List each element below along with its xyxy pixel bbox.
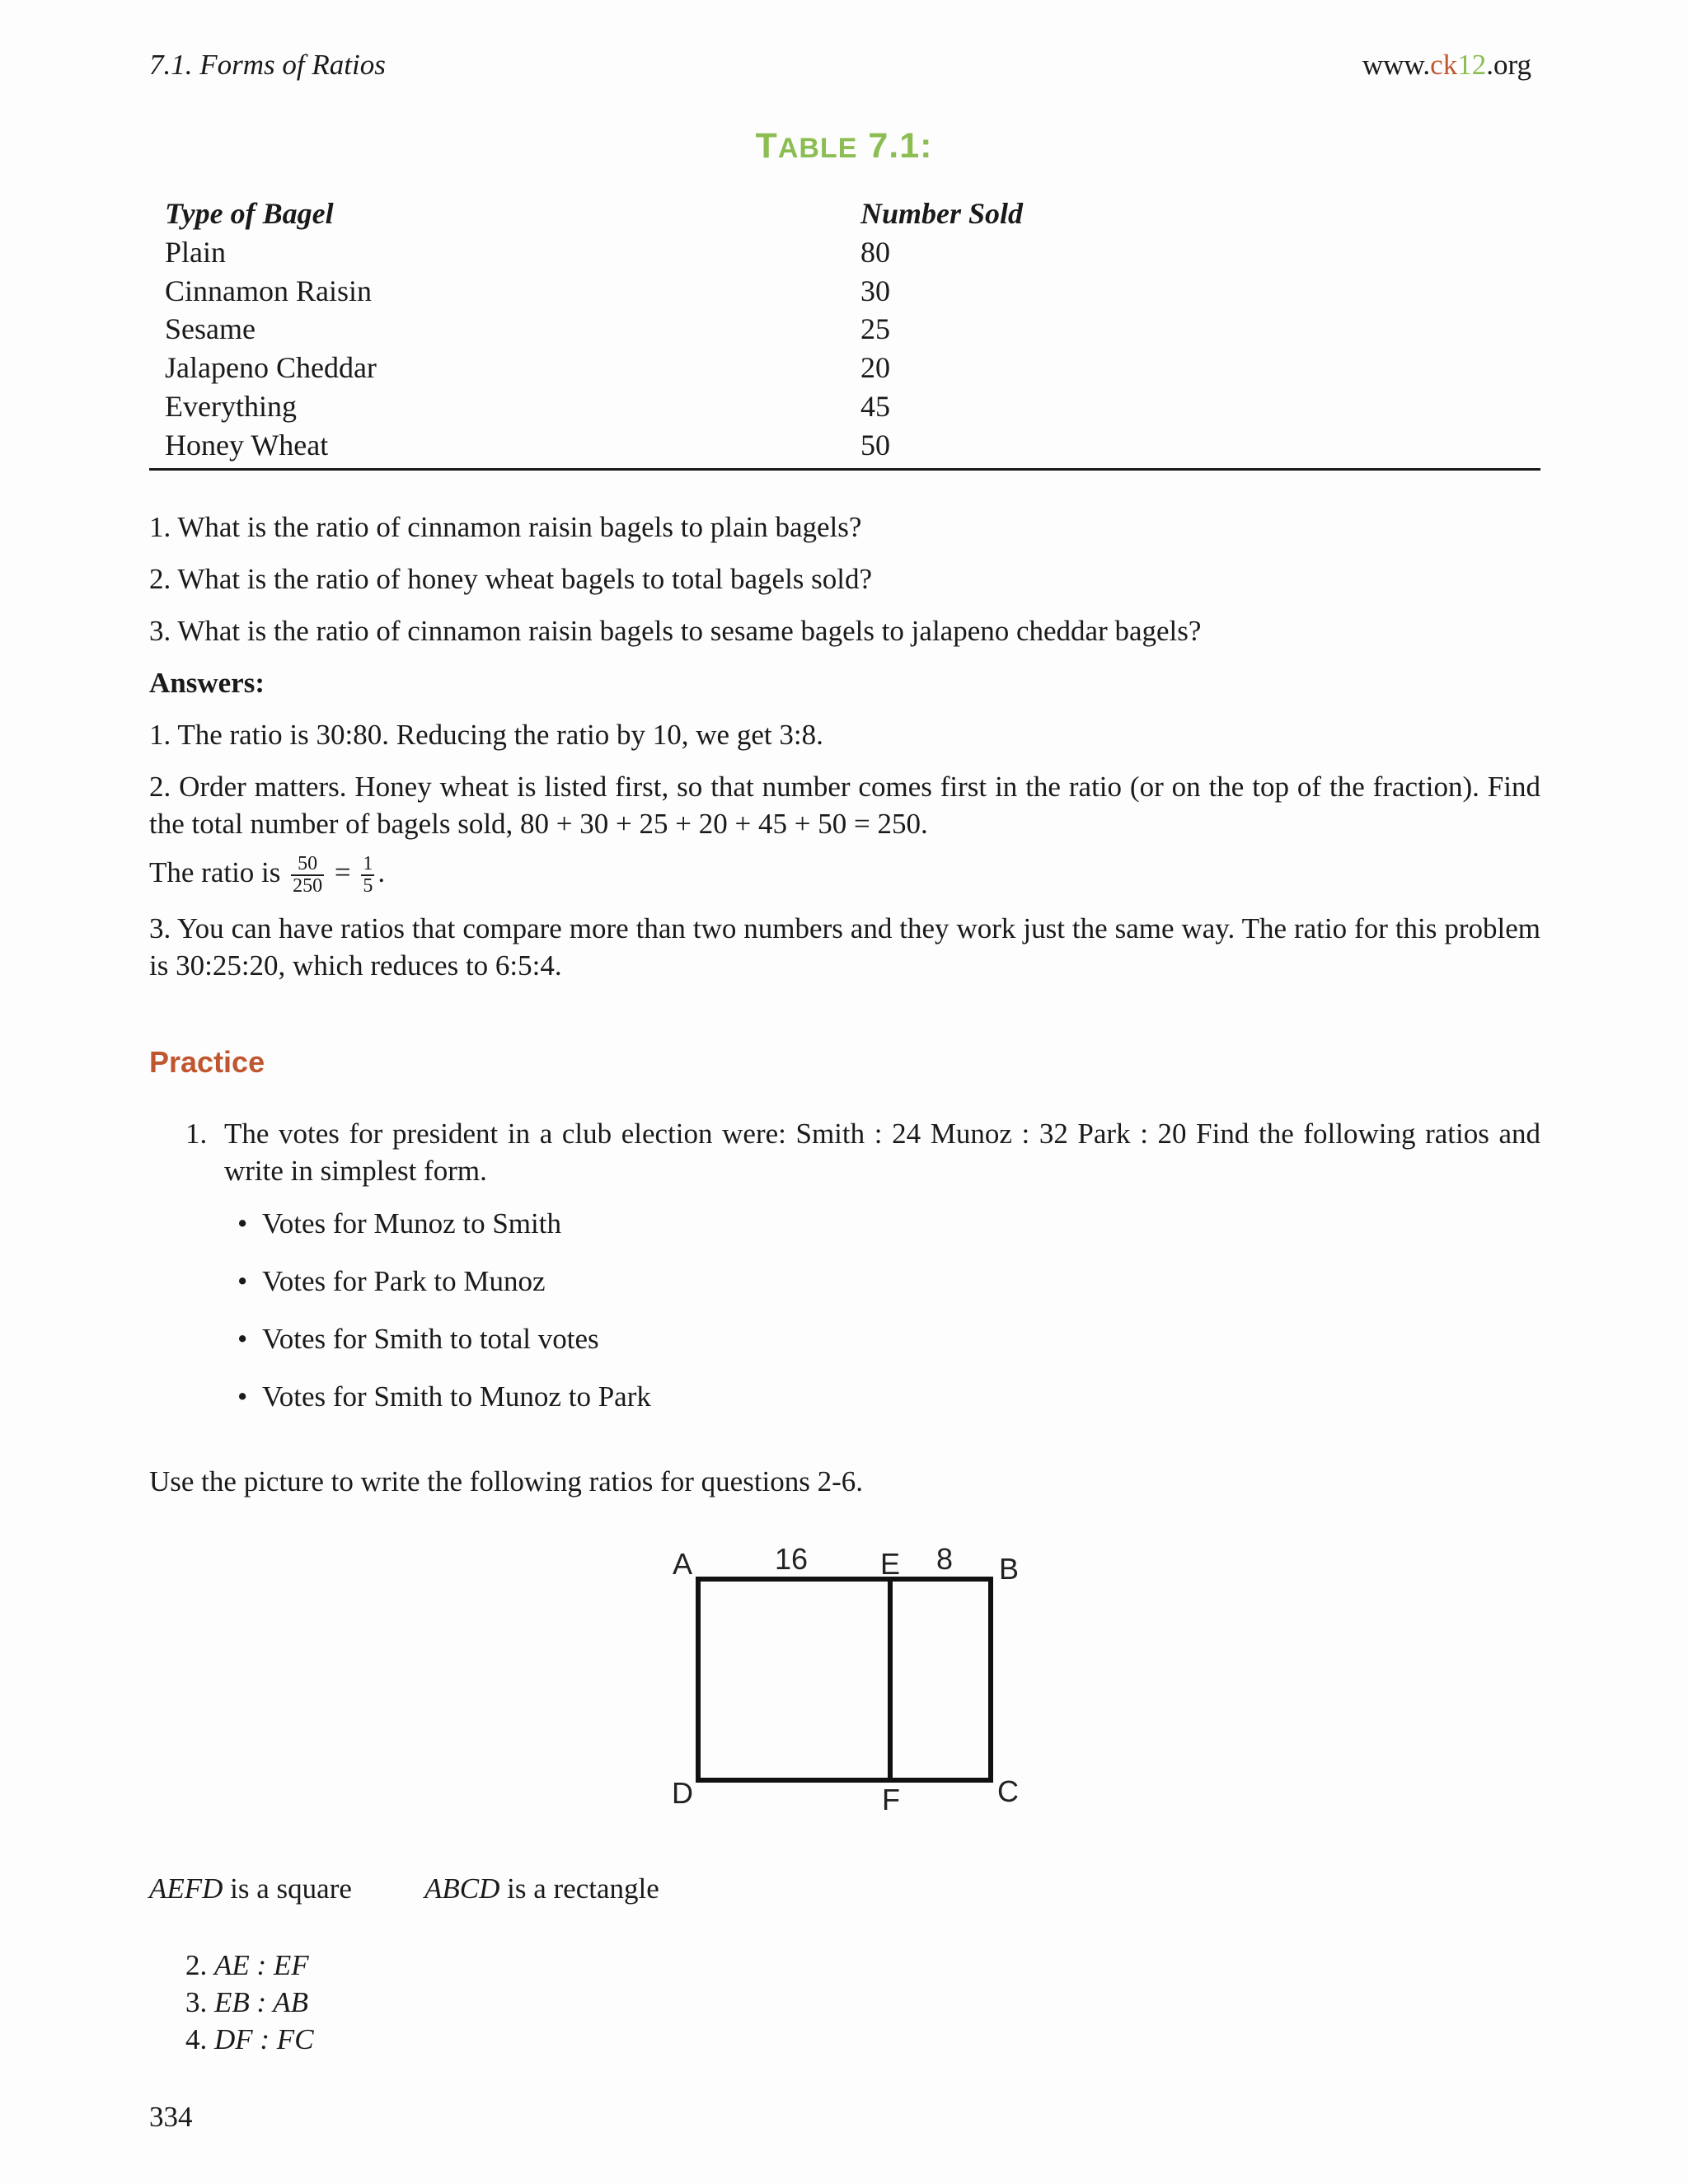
label-e: E — [880, 1547, 901, 1581]
answer-2: 2. Order matters. Honey wheat is listed first, so that number comes first in the ratio (or on the top of the fraction). Find the total number of bagels sold, 80 + 30 + 25 + 20 + 45 + 50 = 250. — [149, 771, 1540, 840]
length-eb: 8 — [936, 1542, 954, 1576]
label-a: A — [673, 1547, 693, 1581]
table-cell: 50 — [845, 426, 1540, 469]
rectangle-diagram — [651, 1540, 1047, 1820]
table-title-small: ABLE — [777, 133, 858, 164]
table-row — [149, 272, 1540, 311]
practice-item-1-text: The votes for president in a club election were: Smith : 24 Munoz : 32 Park : 20 Find the following ratios and write in simplest form. — [224, 1118, 1540, 1187]
answer-3: 3. You can have ratios that compare more than two numbers and they work just the same way. The ratio for this problem is 30:25:20, which reduces to 6:5:4. — [149, 912, 1540, 982]
practice-item-4 — [185, 2021, 314, 2059]
table-title-big-1: T — [755, 126, 778, 166]
table-cell: Jalapeno Cheddar — [165, 351, 377, 385]
practice-heading: Practice — [149, 1045, 265, 1079]
table-cell: 45 — [860, 389, 890, 423]
table-row — [149, 426, 1540, 469]
length-ae: 16 — [775, 1542, 809, 1576]
list-item: • Votes for Munoz to Smith — [262, 1205, 561, 1243]
fraction-50-250 — [291, 854, 324, 897]
table-header-row — [149, 194, 1540, 233]
item-number: 3. — [185, 1986, 208, 2018]
table-cell: Everything — [165, 389, 297, 423]
table-header-number: Number Sold — [860, 197, 1024, 230]
table-cell: Plain — [165, 235, 227, 269]
table-cell: Honey Wheat — [149, 426, 845, 469]
label-d: D — [672, 1776, 693, 1810]
question-2: 2. What is the ratio of honey wheat bagels to total bagels sold? — [149, 563, 873, 595]
table-row — [149, 349, 1540, 387]
label-c: C — [997, 1774, 1019, 1808]
list-item: • Votes for Smith to total votes — [262, 1320, 599, 1358]
site-suffix: .org — [1486, 49, 1531, 81]
label-f: F — [882, 1783, 900, 1816]
table-cell: 25 — [860, 312, 890, 346]
question-3: 3. What is the ratio of cinnamon raisin bagels to sesame bagels to jalapeno cheddar bagels? — [149, 615, 1202, 647]
label-b: B — [999, 1552, 1020, 1586]
answer-2-ratio — [149, 854, 1540, 897]
question-1: 1. What is the ratio of cinnamon raisin bagels to plain bagels? — [149, 511, 862, 543]
ratio-prefix: The ratio is — [149, 856, 281, 889]
table-row — [149, 387, 1540, 426]
item-number: 4. — [185, 2023, 208, 2055]
table-cell: Cinnamon Raisin — [165, 274, 372, 307]
picture-intro: Use the picture to write the following ratios for questions 2-6. — [149, 1465, 864, 1497]
fraction-1-5 — [361, 854, 374, 897]
site-ck: ck — [1430, 49, 1458, 81]
practice-item-1-number: 1. — [185, 1118, 208, 1150]
item-number: 2. — [185, 1949, 208, 1981]
table-cell: 20 — [860, 351, 890, 385]
fact-rectangle — [424, 1870, 659, 1908]
fact-square-text: is a square — [223, 1872, 352, 1905]
running-header-site — [1362, 46, 1531, 84]
answers-heading: Answers: — [149, 667, 265, 699]
fact-rectangle-text: is a rectangle — [499, 1872, 659, 1905]
page-number: 334 — [149, 2101, 193, 2133]
site-prefix: www. — [1362, 49, 1431, 81]
bagel-table — [149, 194, 1540, 471]
practice-item-3 — [185, 1984, 308, 2022]
fact-square — [149, 1870, 352, 1908]
equals-sign: = — [334, 856, 351, 889]
ratio-period: . — [377, 856, 386, 889]
practice-item-2 — [185, 1947, 309, 1985]
item-expression: EB : AB — [214, 1986, 309, 2018]
list-item: • Votes for Park to Munoz — [262, 1263, 546, 1301]
fraction-denominator: 5 — [363, 875, 373, 898]
table-row — [149, 233, 1540, 272]
table-header-type: Type of Bagel — [165, 197, 334, 230]
running-header-section: 7.1. Forms of Ratios — [149, 49, 386, 81]
item-expression: DF : FC — [214, 2023, 314, 2055]
fact-square-name: AEFD — [149, 1872, 223, 1905]
fraction-denominator: 250 — [293, 875, 323, 898]
list-item: • Votes for Smith to Munoz to Park — [262, 1378, 651, 1416]
site-12: 12 — [1457, 49, 1487, 81]
table-cell: Sesame — [165, 312, 256, 346]
table-cell: 30 — [860, 274, 890, 307]
answer-1: 1. The ratio is 30:80. Reducing the ratio by 10, we get 3:8. — [149, 719, 823, 751]
item-expression: AE : EF — [214, 1949, 309, 1981]
table-row — [149, 310, 1540, 349]
table-cell: 80 — [860, 235, 890, 269]
table-title-big-2: 7.1: — [857, 126, 933, 166]
fraction-numerator: 1 — [361, 854, 374, 876]
fact-rectangle-name: ABCD — [424, 1872, 500, 1905]
fraction-numerator: 50 — [291, 854, 324, 876]
table-title — [0, 124, 1688, 170]
rectangle-abcd — [698, 1579, 991, 1780]
